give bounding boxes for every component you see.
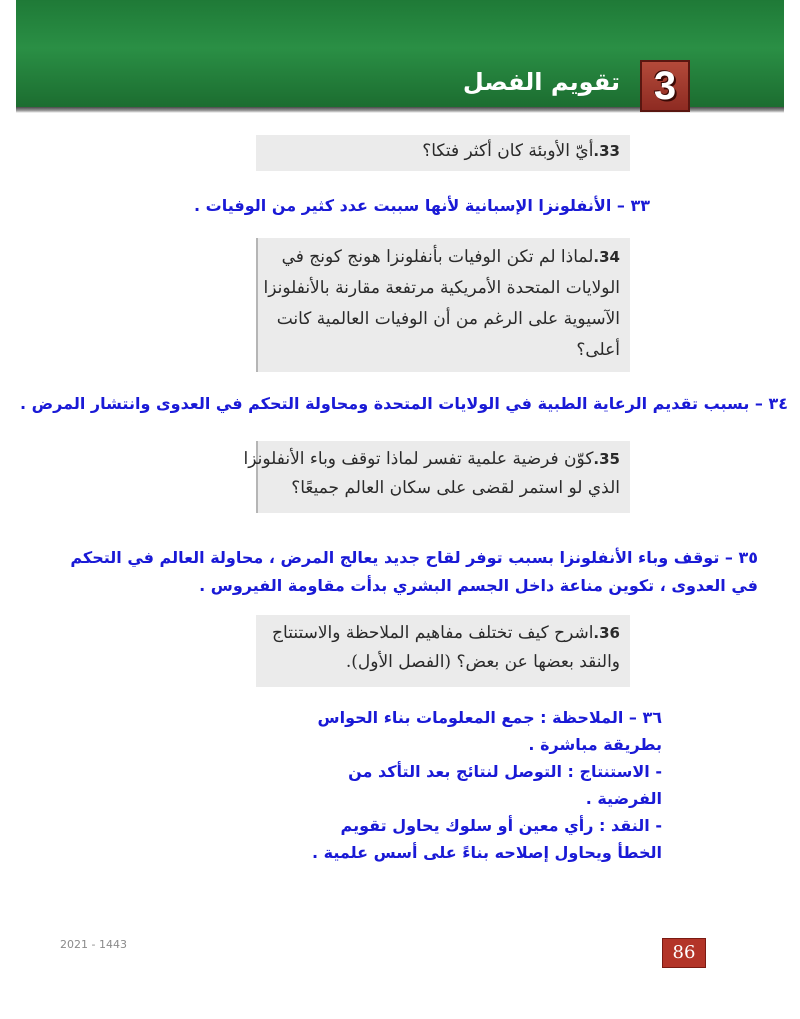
question-line: 36.اشرح كيف تختلف مفاهيم الملاحظة والاستنتاج <box>272 623 620 643</box>
question-36: 36.اشرح كيف تختلف مفاهيم الملاحظة والاستنتاج والنقد بعضها عن بعض؟ (الفصل الأول). <box>256 615 630 687</box>
answer-35: ٣٥ – توقف وباء الأنفلونزا بسبب توفر لقاح جديد يعالج المرض ، محاولة العالم في التحكم في العدوى ، تكوين مناعة داخل الجسم البشري بدأت مقاومة الفيروس . <box>70 548 758 595</box>
chapter-title: تقويم الفصل <box>462 68 620 96</box>
answer-34: ٣٤ – بسبب تقديم الرعاية الطبية في الولايات المتحدة ومحاولة التحكم في العدوى وانتشار المرض . <box>20 394 788 413</box>
chapter-number-badge: 3 <box>640 60 690 112</box>
question-line: 34.لماذا لم تكن الوفيات بأنفلونزا هونج كونج في <box>281 247 620 267</box>
question-line: 33.أيّ الأوبئة كان أكثر فتكا؟ <box>422 141 620 161</box>
year-label: 2021 - 1443 <box>60 938 127 951</box>
question-33 <box>256 135 630 171</box>
question-34: 34.لماذا لم تكن الوفيات بأنفلونزا هونج كونج في الولايات المتحدة الأمريكية مرتفعة مقارنة بالأنفلونزا الآسيوية على الرغم من أن الوفيات العالمية كانت أعلى؟ <box>256 238 630 372</box>
answer-33: ٣٣ – الأنفلونزا الإسبانية لأنها سببت عدد كثير من الوفيات . <box>193 196 650 215</box>
page-number: 86 <box>662 938 706 968</box>
question-line: 35.كوّن فرضية علمية تفسر لماذا توقف وباء الأنفلونزا <box>243 449 620 469</box>
answer-36: ٣٦ – الملاحظة : جمع المعلومات بناء الحواس بطريقة مباشرة . - الاستنتاج : التوصل لنتائج بعد التأكد من الفرضية . - النقد : رأي معين أو سلوك يحاول تقويم الخطأ ويحاول إصلاحه بناءً على أسس علمية . <box>312 708 662 862</box>
question-35: 35.كوّن فرضية علمية تفسر لماذا توقف وباء الأنفلونزا الذي لو استمر لقضى على سكان العالم جميعًا؟ <box>256 441 630 513</box>
